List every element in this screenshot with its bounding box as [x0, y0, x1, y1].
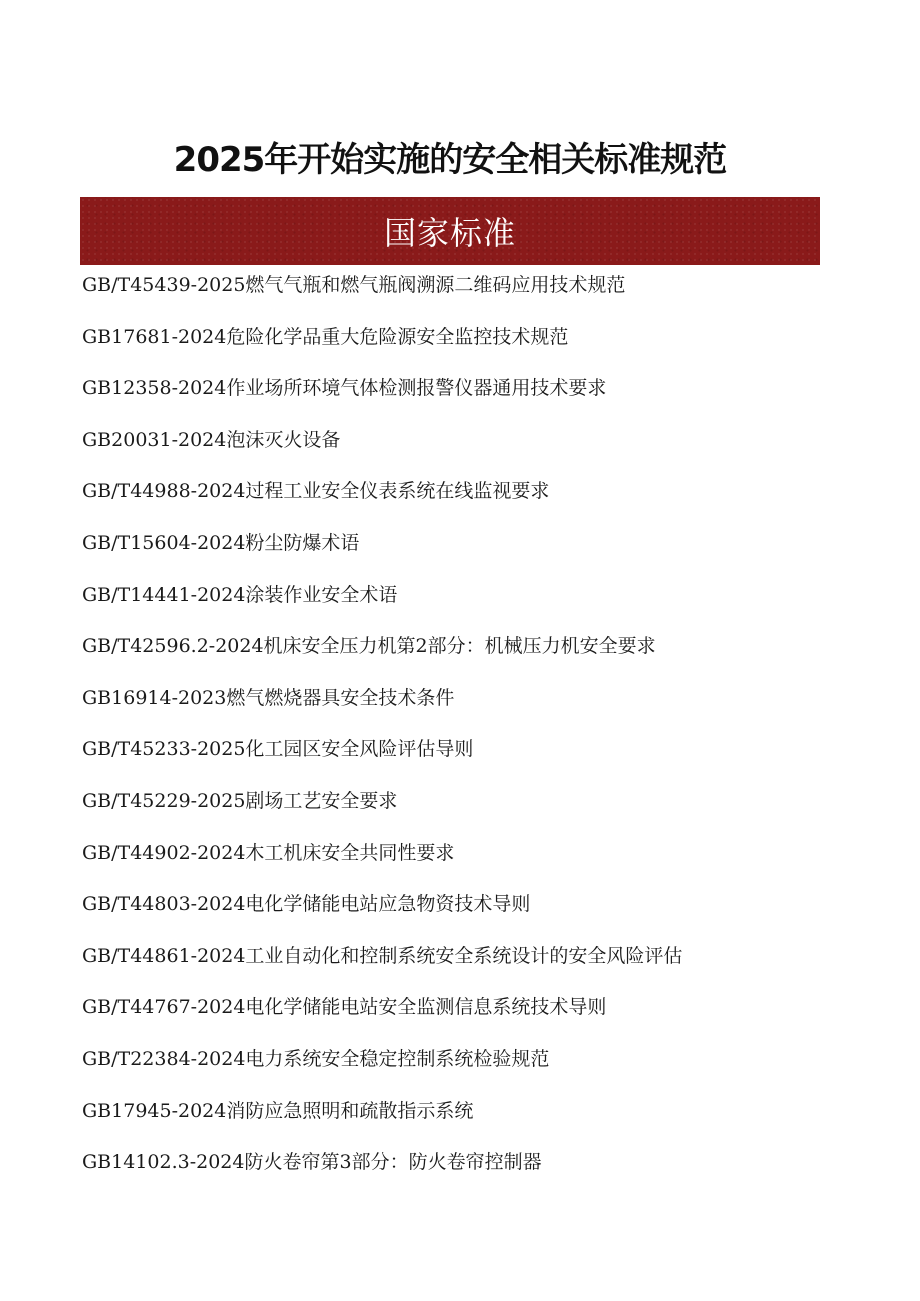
standard-item: GB/T44902-2024木工机床安全共同性要求 [82, 841, 455, 864]
standard-item: GB/T14441-2024涂装作业安全术语 [82, 583, 398, 606]
standard-item: GB/T44861-2024工业自动化和控制系统安全系统设计的安全风险评估 [82, 944, 683, 967]
standard-item: GB/T15604-2024粉尘防爆术语 [82, 531, 360, 554]
section-banner [80, 197, 820, 265]
standard-item: GB20031-2024泡沫灭火设备 [82, 428, 341, 451]
standard-item: GB/T22384-2024电力系统安全稳定控制系统检验规范 [82, 1047, 550, 1070]
standard-item: GB/T45439-2025燃气气瓶和燃气瓶阀溯源二维码应用技术规范 [82, 274, 626, 296]
document-title: 2025年开始实施的安全相关标准规范 [173, 140, 727, 180]
standard-item: GB/T45233-2025化工园区安全风险评估导则 [82, 738, 474, 761]
standard-item: GB17945-2024消防应急照明和疏散指示系统 [82, 1099, 474, 1122]
standard-item: GB/T44767-2024电化学储能电站安全监测信息系统技术导则 [82, 996, 607, 1019]
standard-item: GB/T45229-2025剧场工艺安全要求 [82, 789, 398, 812]
standard-item: GB/T42596.2-2024机床安全压力机第2部分：机械压力机安全要求 [82, 635, 656, 658]
standard-item: GB12358-2024作业场所环境气体检测报警仪器通用技术要求 [82, 377, 607, 400]
standard-item: GB/T44988-2024过程工业安全仪表系统在线监视要求 [82, 480, 550, 503]
standard-item: GB16914-2023燃气燃烧器具安全技术条件 [82, 686, 455, 709]
standard-item: GB/T44803-2024电化学储能电站应急物资技术导则 [82, 893, 531, 916]
standard-item: GB17681-2024危险化学品重大危险源安全监控技术规范 [82, 325, 569, 348]
standards-list [82, 268, 882, 1197]
section-title: 国家标准 [383, 214, 516, 252]
standard-item: GB14102.3-2024防火卷帘第3部分：防火卷帘控制器 [82, 1151, 542, 1174]
